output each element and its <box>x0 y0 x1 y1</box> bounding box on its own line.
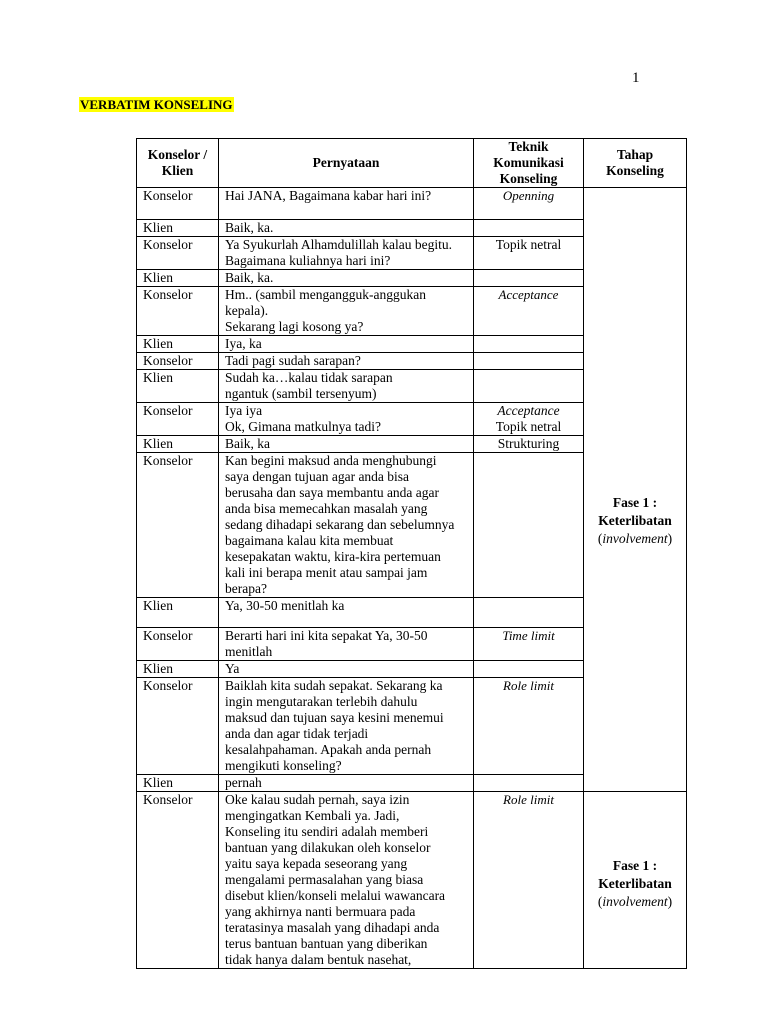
stage-title: Fase 1 : <box>612 494 658 510</box>
stage-name: Keterlibatan <box>598 512 672 528</box>
statement-cell: Ya Syukurlah Alhamdulillah kalau begitu. Bagaimana kuliahnya hari ini? <box>219 237 474 270</box>
technique-cell <box>474 453 584 598</box>
technique-cell: Acceptance <box>474 287 584 336</box>
technique-cell <box>474 661 584 678</box>
speaker-cell: Konselor <box>137 287 219 336</box>
stage-term-line <box>590 893 680 911</box>
technique-cell <box>474 370 584 403</box>
technique-cell: Role limit <box>474 678 584 775</box>
speaker-cell: Konselor <box>137 403 219 436</box>
technique-cell: Role limit <box>474 792 584 969</box>
technique-cell <box>474 270 584 287</box>
statement-cell: Berarti hari ini kita sepakat Ya, 30-50 menitlah <box>219 628 474 661</box>
statement-cell: Hm.. (sambil mengangguk-anggukan kepala). Sekarang lagi kosong ya? <box>219 287 474 336</box>
header-statement: Pernyataan <box>219 139 474 188</box>
statement-cell: Baik, ka. <box>219 270 474 287</box>
stage-term: involvement <box>602 894 668 909</box>
page-number: 1 <box>632 70 640 86</box>
technique-cell: Openning <box>474 188 584 220</box>
speaker-cell: Konselor <box>137 792 219 969</box>
table-row <box>137 188 687 220</box>
speaker-cell: Konselor <box>137 678 219 775</box>
statement-cell: Kan begini maksud anda menghubungi saya dengan tujuan agar anda bisa berusaha dan saya membantu anda agar anda bisa memecahkan masalah yang sedang dihadapi sekarang dan sebelumnya bagaimana kalau kita membuat kesepakatan waktu, kira-kira pertemuan kali ini berapa menit atau sampai jam berapa? <box>219 453 474 598</box>
technique-cell <box>474 598 584 628</box>
technique-cell <box>474 220 584 237</box>
statement-cell: Baiklah kita sudah sepakat. Sekarang ka ingin mengutarakan terlebih dahulu maksud dan tujuan saya kesini menemui anda dan agar tidak terjadi kesalahpahaman. Apakah anda pernah mengikuti konseling? <box>219 678 474 775</box>
speaker-cell: Klien <box>137 661 219 678</box>
stage-title: Fase 1 : <box>612 858 658 873</box>
technique-cell: Time limit <box>474 628 584 661</box>
speaker-cell: Klien <box>137 370 219 403</box>
technique-cell <box>474 403 584 436</box>
stage-name: Keterlibatan <box>598 876 672 891</box>
statement-cell: Ya, 30-50 menitlah ka <box>219 598 474 628</box>
stage-cell <box>584 188 687 792</box>
header-technique: Teknik Komunikasi Konseling <box>474 139 584 188</box>
statement-cell: pernah <box>219 775 474 792</box>
speaker-cell: Klien <box>137 220 219 237</box>
verbatim-table <box>136 138 687 969</box>
technique-cell: Strukturing <box>474 436 584 453</box>
speaker-cell: Klien <box>137 436 219 453</box>
header-stage: Tahap Konseling <box>584 139 687 188</box>
paren-close: ) <box>667 530 673 546</box>
technique-cell <box>474 353 584 370</box>
speaker-cell: Konselor <box>137 237 219 270</box>
stage-term: involvement <box>602 530 668 546</box>
speaker-cell: Klien <box>137 598 219 628</box>
document-title: VERBATIM KONSELING <box>80 97 233 112</box>
technique-topik-netral: Topik netral <box>495 419 562 434</box>
table-header-row <box>137 139 687 188</box>
statement-cell: Baik, ka <box>219 436 474 453</box>
speaker-cell: Konselor <box>137 353 219 370</box>
statement-cell: Oke kalau sudah pernah, saya izin mengingatkan Kembali ya. Jadi, Konseling itu sendiri adalah memberi bantuan yang dilakukan oleh konselor yaitu saya kepada seseorang yang mengalami permasalahan yang biasa disebut klien/konseli melalui wawancara yang akhirnya nanti bermuara pada teratasinya masalah yang dihadapi anda terus bantuan bantuan yang diberikan tidak hanya dalam bentuk nasehat, <box>219 792 474 969</box>
speaker-cell: Konselor <box>137 188 219 220</box>
paren-open: ( <box>597 894 603 909</box>
statement-cell: Baik, ka. <box>219 220 474 237</box>
speaker-cell: Klien <box>137 336 219 353</box>
stage-cell <box>584 792 687 969</box>
statement-cell: Sudah ka…kalau tidak sarapan ngantuk (sambil tersenyum) <box>219 370 474 403</box>
statement-cell: Iya iya Ok, Gimana matkulnya tadi? <box>219 403 474 436</box>
paren-open: ( <box>597 530 603 546</box>
table-row <box>137 792 687 969</box>
table-body <box>137 188 687 969</box>
speaker-cell: Klien <box>137 775 219 792</box>
technique-acceptance: Acceptance <box>497 403 560 418</box>
paren-close: ) <box>667 894 673 909</box>
statement-cell: Hai JANA, Bagaimana kabar hari ini? <box>219 188 474 220</box>
technique-cell: Topik netral <box>474 237 584 270</box>
statement-cell: Ya <box>219 661 474 678</box>
stage-term-line <box>590 530 680 548</box>
header-speaker: Konselor / Klien <box>137 139 219 188</box>
statement-cell: Iya, ka <box>219 336 474 353</box>
technique-cell <box>474 336 584 353</box>
statement-cell: Tadi pagi sudah sarapan? <box>219 353 474 370</box>
speaker-cell: Konselor <box>137 628 219 661</box>
speaker-cell: Konselor <box>137 453 219 598</box>
technique-cell <box>474 775 584 792</box>
speaker-cell: Klien <box>137 270 219 287</box>
